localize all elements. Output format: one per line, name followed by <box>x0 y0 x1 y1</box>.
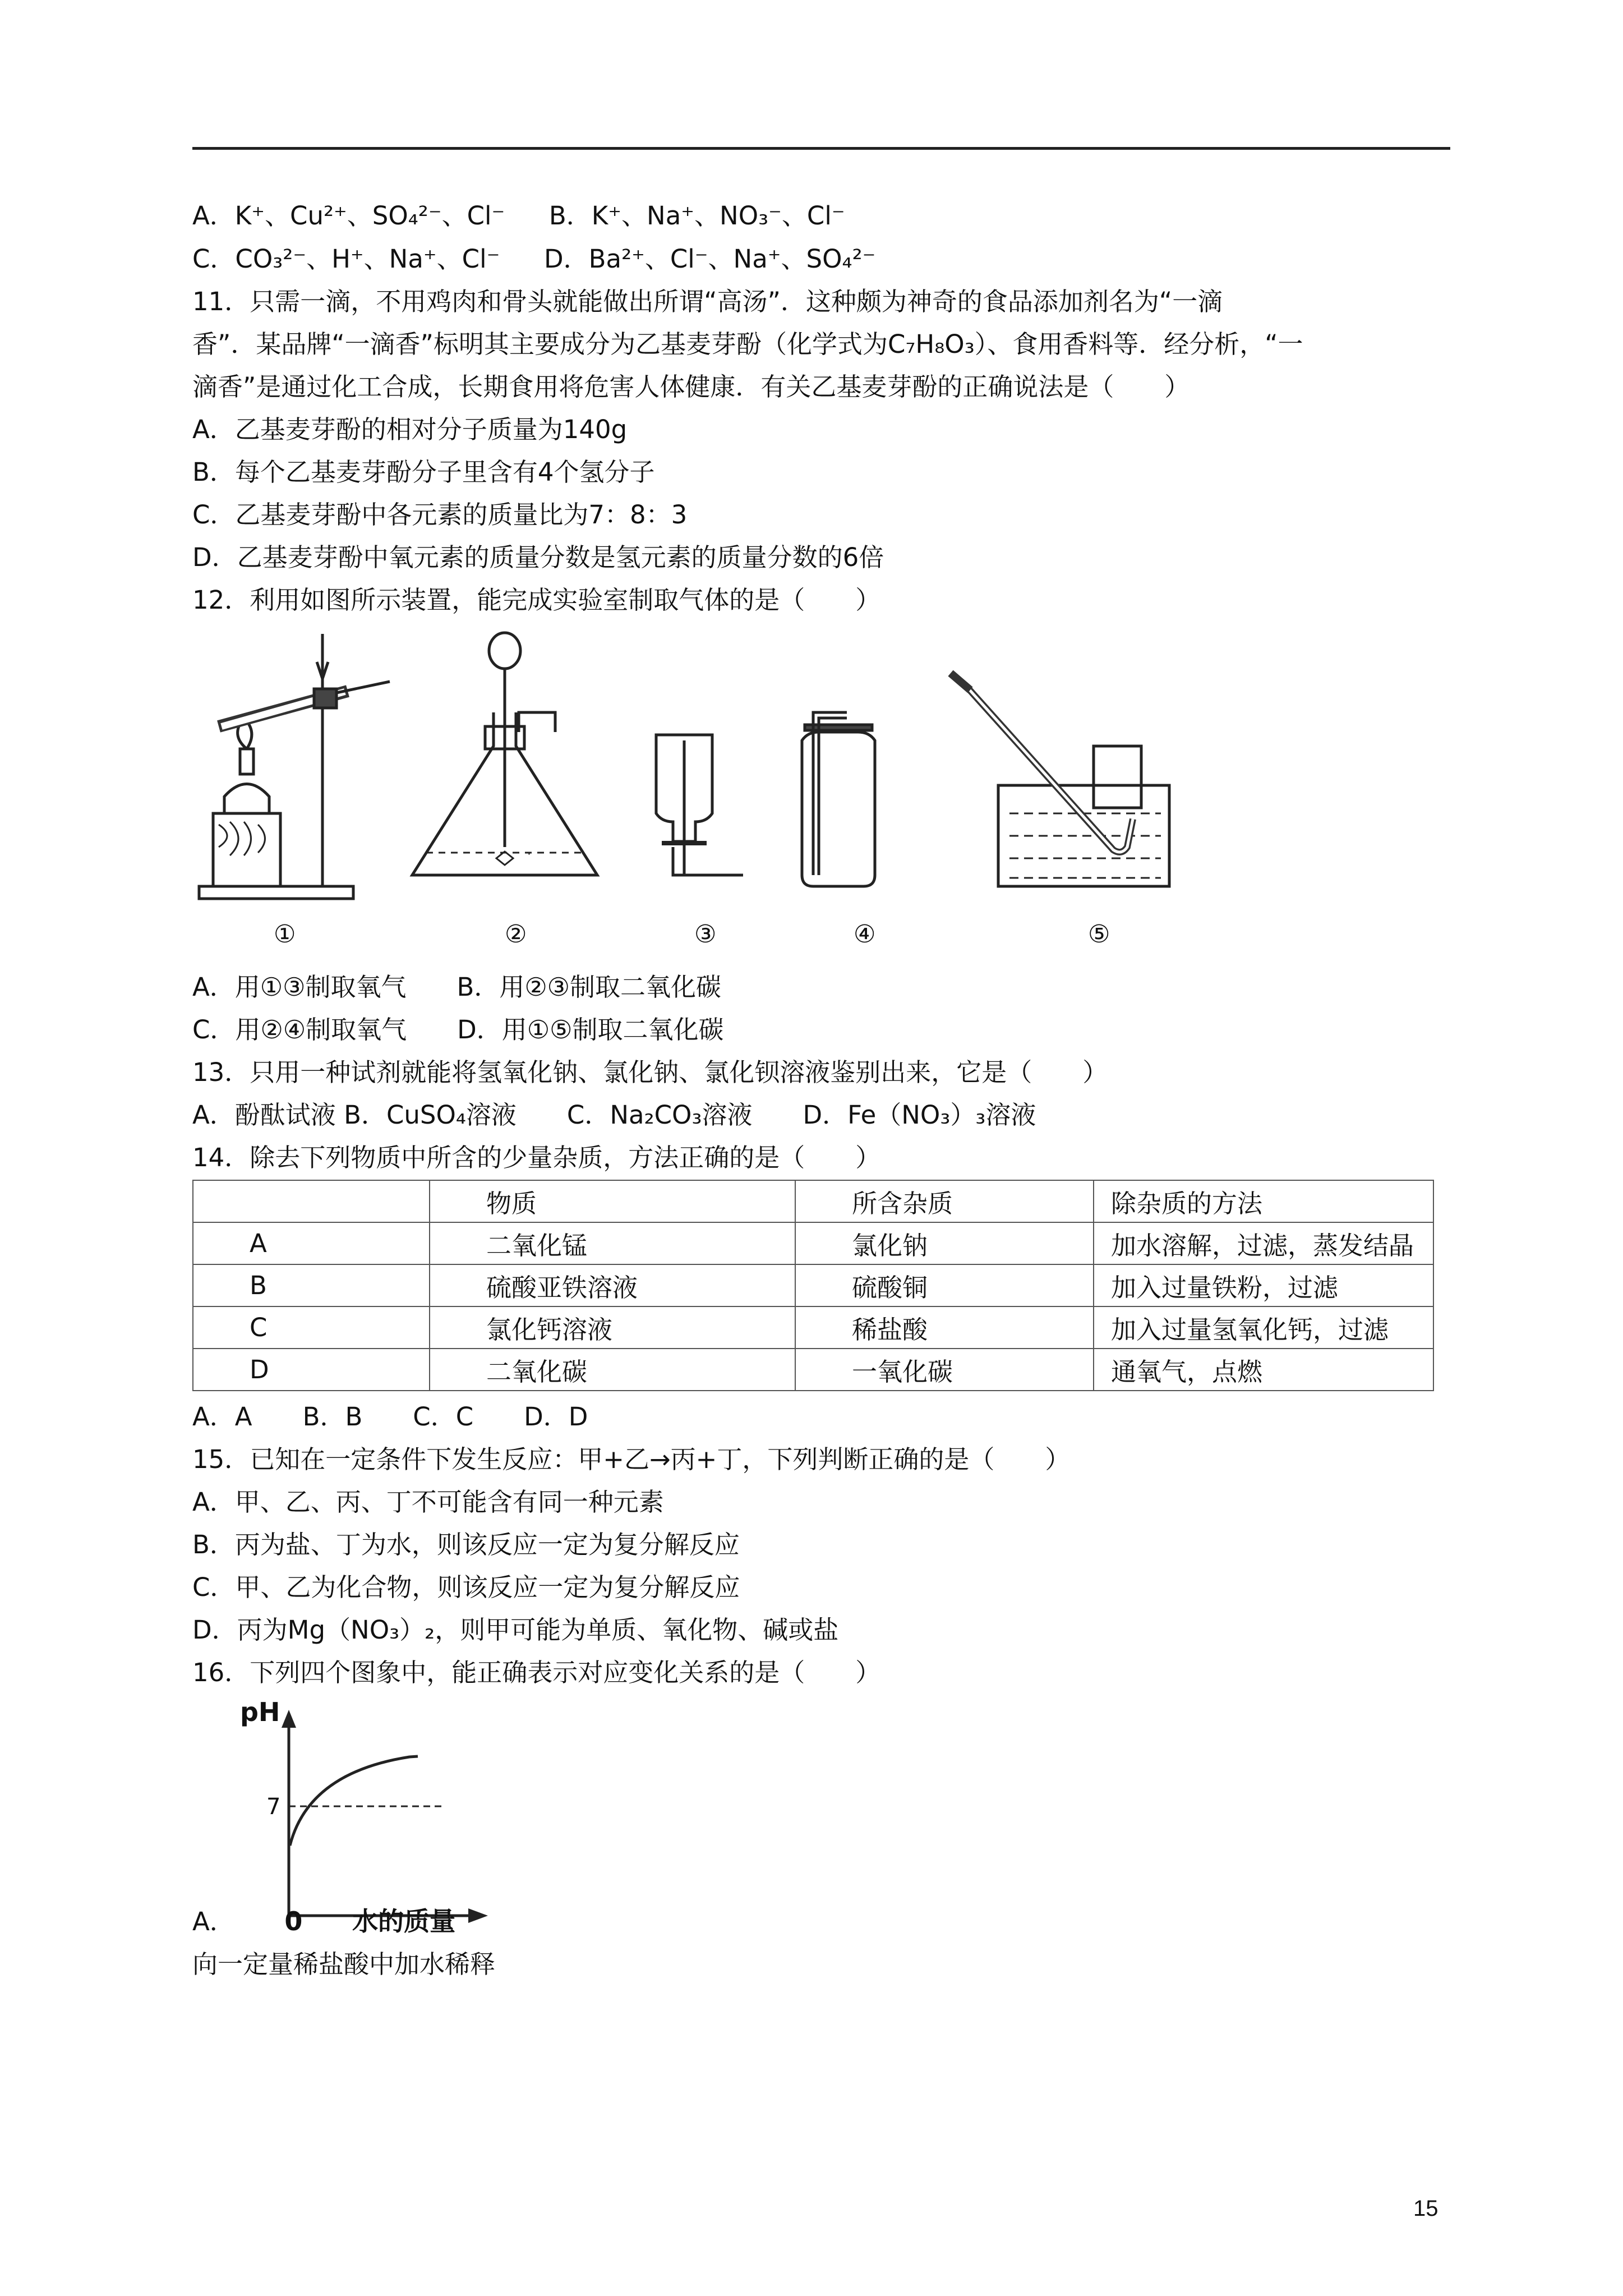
table-header-cell: 除杂质的方法 <box>1094 1180 1433 1222</box>
table-cell: D <box>193 1349 430 1391</box>
table-header-cell: 所含杂质 <box>795 1180 1094 1222</box>
apparatus-label-4: ④ <box>854 920 876 949</box>
apparatus-label-2: ② <box>505 920 527 949</box>
table-cell: 通氧气，点燃 <box>1094 1349 1433 1391</box>
table-header-cell <box>193 1180 430 1222</box>
q11-option-c: C．乙基麦芽酚中各元素的质量比为7：8：3 <box>192 500 688 530</box>
q11-stem-line3: 滴香”是通过化工合成，长期食用将危害人体健康．有关乙基麦芽酚的正确说法是（ ） <box>192 372 1190 402</box>
q11-option-b: B．每个乙基麦芽酚分子里含有4个氢分子 <box>192 457 655 487</box>
ph-graph <box>230 1694 499 1941</box>
q13-stem: 13．只用一种试剂就能将氢氧化钠、氯化钠、氯化钡溶液鉴别出来，它是（ ） <box>192 1057 1108 1087</box>
q12-stem: 12．利用如图所示装置，能完成实验室制取气体的是（ ） <box>192 585 881 615</box>
lab-apparatus-figure <box>191 628 1200 965</box>
ph-curve <box>290 1756 418 1846</box>
apparatus-5-water-trough <box>951 673 1169 886</box>
impurity-removal-table <box>192 1180 1434 1391</box>
y-axis-arrow-icon <box>282 1710 296 1728</box>
graph-origin-label: 0 <box>284 1906 303 1936</box>
table-cell: 加入过量铁粉，过滤 <box>1094 1264 1433 1306</box>
q11-option-d: D．乙基麦芽酚中氧元素的质量分数是氢元素的质量分数的6倍 <box>192 542 884 572</box>
table-cell: 稀盐酸 <box>795 1306 1094 1349</box>
q15-option-a: A．甲、乙、丙、丁不可能含有同一种元素 <box>192 1487 664 1517</box>
apparatus-2-flask <box>412 633 597 875</box>
q11-option-a: A．乙基麦芽酚的相对分子质量为140g <box>192 415 628 444</box>
table-cell: 硫酸亚铁溶液 <box>430 1264 795 1306</box>
apparatus-3-inverted-bottle <box>656 735 743 875</box>
q12-options-ab: A．用①③制取氧气 B．用②③制取二氧化碳 <box>192 972 722 1002</box>
q10-option-c: C．CO₃²⁻、H⁺、Na⁺、Cl⁻ <box>192 244 500 274</box>
table-cell: 氯化钙溶液 <box>430 1306 795 1349</box>
table-cell: 一氧化碳 <box>795 1349 1094 1391</box>
q14-stem: 14．除去下列物质中所含的少量杂质，方法正确的是（ ） <box>192 1143 881 1172</box>
x-axis-arrow-icon <box>468 1908 488 1923</box>
table-cell: 氯化钠 <box>795 1222 1094 1264</box>
graph-x-label: 水的质量 <box>352 1906 456 1936</box>
q15-stem: 15．已知在一定条件下发生反应：甲+乙→丙+丁，下列判断正确的是（ ） <box>192 1444 1071 1474</box>
q10-option-d: D．Ba²⁺、Cl⁻、Na⁺、SO₄²⁻ <box>543 244 876 274</box>
graph-y-label: pH <box>240 1697 280 1727</box>
table-cell: 加水溶解，过滤，蒸发结晶 <box>1094 1222 1433 1264</box>
q11-stem-line1: 11．只需一滴，不用鸡肉和骨头就能做出所谓“高汤”．这种颇为神奇的食品添加剂名为“一滴 <box>192 287 1223 316</box>
table-cell: C <box>193 1306 430 1349</box>
q16-option-a-caption: 向一定量稀盐酸中加水稀释 <box>192 1949 496 1979</box>
q13-options: A．酚酞试液 B．CuSO₄溶液 C．Na₂CO₃溶液 D．Fe（NO₃）₃溶液 <box>192 1100 1036 1130</box>
table-cell: A <box>193 1222 430 1264</box>
page-number: 15 <box>1413 2196 1438 2221</box>
q16-option-a-prefix: A． <box>192 1907 235 1936</box>
table-cell: 二氧化锰 <box>430 1222 795 1264</box>
q16-stem: 16．下列四个图象中，能正确表示对应变化关系的是（ ） <box>192 1658 881 1687</box>
q11-stem-line2: 香”．某品牌“一滴香”标明其主要成分为乙基麦芽酚（化学式为C₇H₈O₃）、食用香料等．经分析，“一 <box>192 329 1303 359</box>
apparatus-label-3: ③ <box>694 920 717 949</box>
q10-options-ab <box>192 199 845 233</box>
q10-options-cd <box>192 242 875 276</box>
q15-option-d: D．丙为Mg（NO₃）₂，则甲可能为单质、氧化物、碱或盐 <box>192 1615 839 1645</box>
apparatus-label-1: ① <box>274 920 296 949</box>
table-row <box>193 1306 1433 1349</box>
q10-option-b: B．K⁺、Na⁺、NO₃⁻、Cl⁻ <box>548 201 845 231</box>
table-row <box>193 1222 1433 1264</box>
header-rule <box>192 147 1450 150</box>
table-row <box>193 1349 1433 1391</box>
svg-text:·: · <box>527 848 531 862</box>
apparatus-label-5: ⑤ <box>1088 920 1110 949</box>
q16-option-a-row <box>192 1904 455 1939</box>
table-cell: 硫酸铜 <box>795 1264 1094 1306</box>
table-cell: 二氧化碳 <box>430 1349 795 1391</box>
table-header-cell: 物质 <box>430 1180 795 1222</box>
q15-option-b: B．丙为盐、丁为水，则该反应一定为复分解反应 <box>192 1530 740 1559</box>
table-cell: B <box>193 1264 430 1306</box>
q15-option-c: C．甲、乙为化合物，则该反应一定为复分解反应 <box>192 1572 740 1602</box>
graph-tick-7: 7 <box>266 1794 281 1820</box>
q12-options-cd: C．用②④制取氧气 D．用①⑤制取二氧化碳 <box>192 1015 724 1045</box>
table-row <box>193 1264 1433 1306</box>
q10-option-a: A．K⁺、Cu²⁺、SO₄²⁻、Cl⁻ <box>192 201 505 231</box>
q14-options: A．A B．B C．C D．D <box>192 1402 588 1432</box>
apparatus-1-heating <box>199 634 390 899</box>
table-header-row <box>193 1180 1433 1222</box>
table-cell: 加入过量氢氧化钙，过滤 <box>1094 1306 1433 1349</box>
apparatus-4-gas-jar <box>802 712 875 886</box>
